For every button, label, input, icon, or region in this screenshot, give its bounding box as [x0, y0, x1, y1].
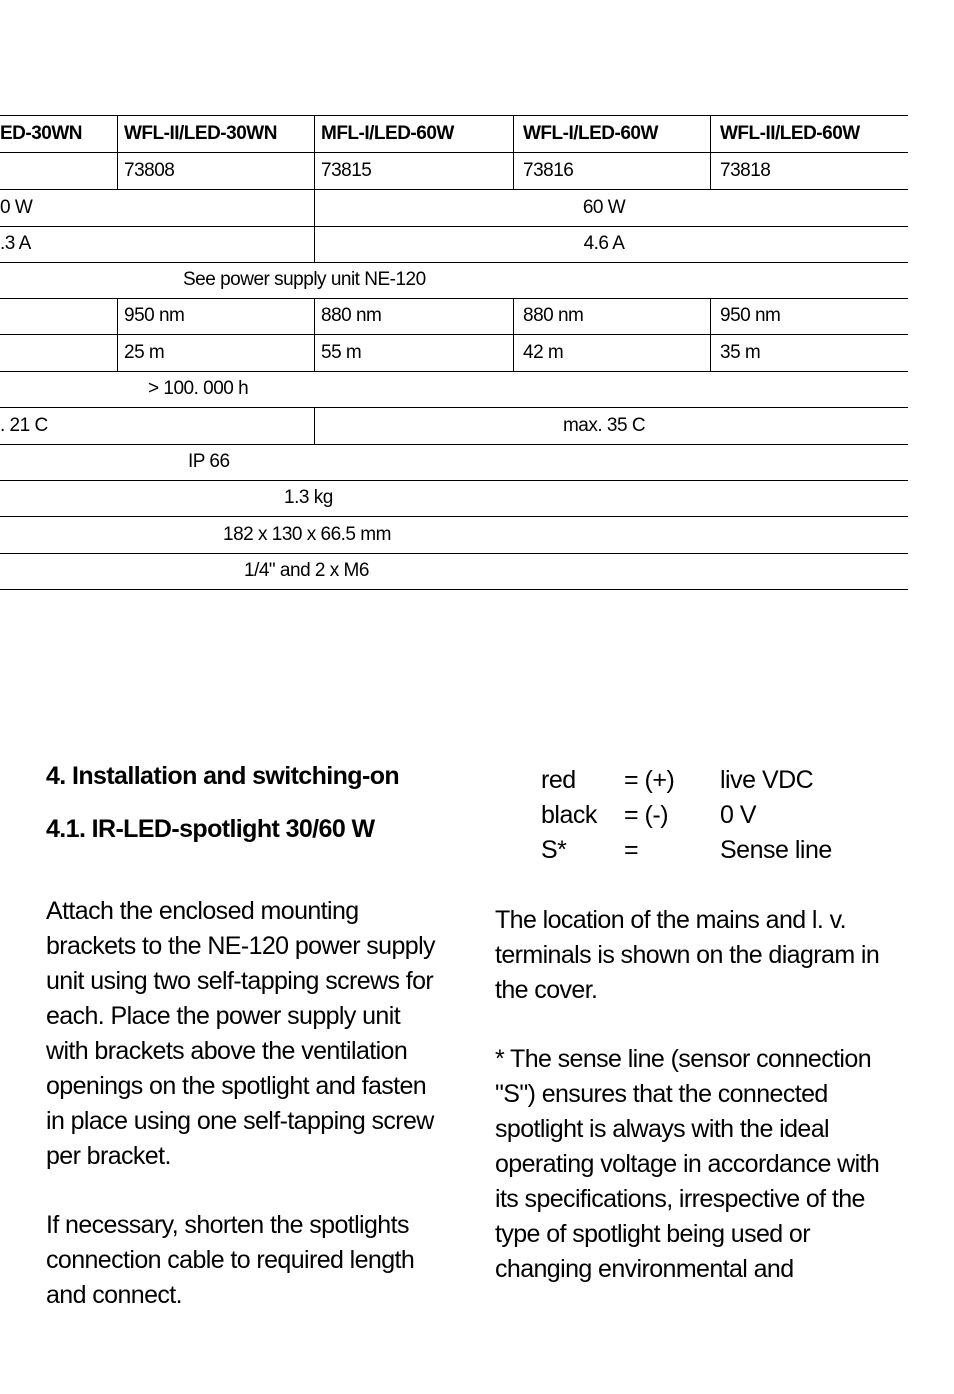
table-cell: 880 nm: [523, 305, 584, 326]
wire-row-red: [541, 763, 871, 798]
wire-name: red: [541, 766, 576, 794]
text-line: brackets to the NE-120 power supply: [46, 932, 435, 960]
text-line: type of spotlight being used or: [495, 1220, 810, 1248]
text-line: connection cable to required length: [46, 1246, 415, 1274]
text-line: unit using two self-tapping screws for: [46, 967, 434, 995]
table-row-temperature: [0, 408, 908, 445]
text-line: its specifications, irrespective of the: [495, 1185, 865, 1213]
table-cell: .3 A: [0, 233, 31, 254]
text-line: "S") ensures that the connected: [495, 1080, 828, 1108]
wire-sign: = (-): [624, 801, 669, 829]
table-cell: See power supply unit NE-120: [183, 269, 426, 290]
installation-paragraph: [46, 894, 435, 1174]
table-row-dimensions: [0, 517, 908, 554]
wire-row-sense: [541, 833, 871, 868]
table-cell: 0 W: [0, 197, 33, 218]
wire-name: S*: [541, 836, 567, 864]
table-cell: 73818: [720, 160, 771, 181]
header-cell: WFL-II/LED-60W: [720, 123, 860, 144]
table-cell: 35 m: [720, 342, 761, 363]
text-line: terminals is shown on the diagram in: [495, 941, 880, 969]
text-line: the cover.: [495, 976, 598, 1004]
table-cell: 880 nm: [321, 305, 382, 326]
wire-row-black: [541, 798, 871, 833]
subsection-heading: 4.1. IR-LED-spotlight 30/60 W: [46, 815, 375, 843]
cable-paragraph: [46, 1208, 414, 1313]
table-cell: max. 35 C: [562, 415, 646, 436]
text-line: * The sense line (sensor connection: [495, 1045, 871, 1073]
table-cell: > 100. 000 h: [148, 378, 249, 399]
table-cell: 1/4" and 2 x M6: [244, 560, 369, 581]
table-cell: 60 W: [582, 197, 626, 218]
header-cell: WFL-I/LED-60W: [523, 123, 658, 144]
text-line: changing environmental and: [495, 1255, 794, 1283]
table-cell: 950 nm: [720, 305, 781, 326]
text-line: spotlight is always with the ideal: [495, 1115, 829, 1143]
table-cell: 55 m: [321, 342, 362, 363]
table-row-header: [0, 116, 908, 153]
table-cell: 42 m: [523, 342, 564, 363]
wire-meaning: 0 V: [720, 801, 757, 829]
wire-meaning: live VDC: [720, 766, 814, 794]
table-row-power: [0, 190, 908, 227]
text-line: Attach the enclosed mounting: [46, 897, 359, 925]
table-row-wavelength: [0, 298, 908, 335]
table-cell: 4.6 A: [583, 233, 625, 254]
table-row-protection: [0, 444, 908, 481]
text-line: openings on the spotlight and fasten: [46, 1072, 427, 1100]
text-line: If necessary, shorten the spotlights: [46, 1211, 409, 1239]
table-row-current: [0, 226, 908, 263]
sense-line-paragraph: [495, 1042, 879, 1287]
table-row-weight: [0, 480, 908, 517]
section-heading: 4. Installation and switching-on: [46, 762, 400, 790]
table-cell: 182 x 130 x 66.5 mm: [223, 524, 391, 545]
header-cell: MFL-I/LED-60W: [321, 123, 454, 144]
terminal-location-paragraph: [495, 903, 879, 1008]
table-cell: 73816: [523, 160, 574, 181]
table-cell: . 21 C: [0, 415, 48, 436]
text-line: each. Place the power supply unit: [46, 1002, 401, 1030]
wire-sign: =: [624, 836, 639, 864]
text-line: The location of the mains and l. v.: [495, 906, 846, 934]
wire-meaning: Sense line: [720, 836, 832, 864]
table-row-article: [0, 153, 908, 190]
table-cell: 950 nm: [124, 305, 185, 326]
wire-name: black: [541, 801, 597, 829]
text-line: per bracket.: [46, 1142, 171, 1170]
table-row-mounting: [0, 553, 908, 590]
header-cell: WFL-II/LED-30WN: [124, 123, 277, 144]
text-line: operating voltage in accordance with: [495, 1150, 880, 1178]
text-line: and connect.: [46, 1281, 182, 1309]
text-line: with brackets above the ventilation: [46, 1037, 408, 1065]
wire-sign: = (+): [624, 766, 675, 794]
table-cell: IP 66: [188, 451, 230, 472]
table-cell: 1.3 kg: [284, 487, 333, 508]
table-row-lifetime: [0, 371, 908, 408]
header-cell: ED-30WN: [0, 123, 83, 144]
table-cell: 73815: [321, 160, 372, 181]
text-line: in place using one self-tapping screw: [46, 1107, 434, 1135]
table-cell: 73808: [124, 160, 175, 181]
table-cell: 25 m: [124, 342, 165, 363]
wire-legend: [541, 763, 871, 868]
table-row-power-supply: [0, 262, 908, 299]
table-row-range: [0, 335, 908, 372]
